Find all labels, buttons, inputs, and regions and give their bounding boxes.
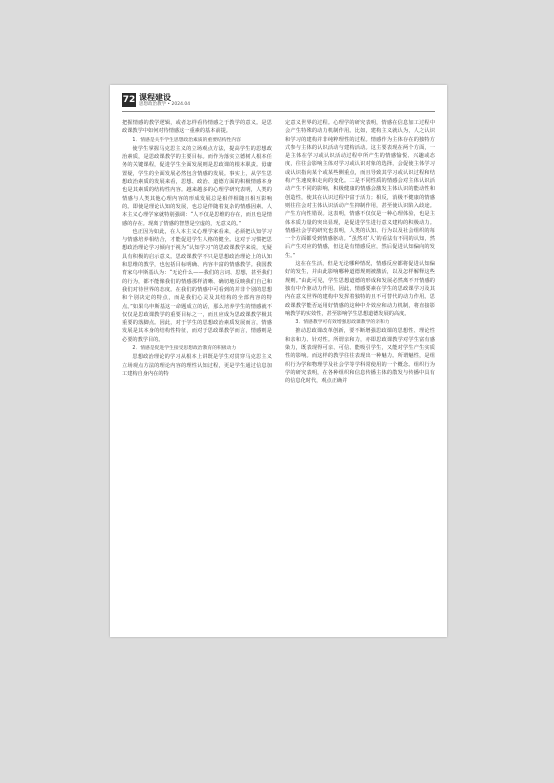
section-heading: 3．情感教学可有效增强思政课教学的亲和力 (295, 320, 390, 326)
page-number: 72 (122, 95, 136, 105)
body-paragraph: 这在在生活，但是无论哪种情况，情感反应都将促进认知偏好的发生，并由此影响哪种道德规则被激活，以及怎样解释这些规则。”由此可见，学生思想道德的形成和发展必然离不开情感的独有中介驱动力作用。因此，情感要素在学生的思政课学习及其内在意义世界的建构中发挥着独特的且不可替代的动力作用。思政课教学能否运用好情感的这种中介效应和动力机制，将直接影响教学的实效性，甚至影响学生思想道德发展的高度。 (285, 261, 435, 317)
left-column (122, 119, 272, 627)
column-name: 课程建设 (139, 93, 171, 102)
body-paragraph: 使学生掌握马克思主义的立场观点方法，提高学生的思想政治素质，是思政课教学的主要目标。而作为落实立德树人根本任务的关键课程，促进学生全面发展则是思政课的根本职责。毋庸置疑，学生的全面发展必然包含情感的发展。事实上，从学生思想政治素质的发展来看，思想、政治、道德方面的积极情感本身也是其素质的结构性内容。越来越多的心理学研究表明，人类的情感与人类其他心理内容的形成发展总是相伴相随且相互影响的。即使是理论认知的发展，也总是伴随着复杂的情感因素。人本主义心理学家就特别强调：“人不仅是思维的存在，而且也是情感的存在。现离了情感的智慧是空虚的，无意义的。” (122, 145, 272, 227)
body-paragraph: 把握情感的教学逻辑，或者怎样看待情感之于教学的意义。是思政课教学中如何对待情感这一重素的基本前提。 (122, 120, 272, 135)
page-header (122, 93, 435, 113)
document-page (110, 85, 447, 637)
header-divider (122, 111, 435, 112)
right-column (285, 119, 435, 627)
journal-info: 思想政治教学 • 2024.04 (139, 102, 191, 107)
section-heading: 2．情感是促进学生接受思想政治教育的积极动力 (132, 346, 237, 352)
body-paragraph: 思想政治理论的学习从根本上讲既是学生对贯穿马克思主义立场观点方法的理论内容的理性认知过程，更是学生通过信息加工建构自身内在的特 (122, 354, 272, 377)
body-paragraph: 定意义世界的过程。心理学的研究表明，情感在信息加工过程中会产生特殊的动力机制作用。比如，建构主义就认为，人之认识和学习的建构并非纯粹理性的过程。情感作为主体存在的独特方式参与主体的认识活动与建构活动。这主要表现在两个方面，一是主体在学习或认识活动过程中所产生的情感愉悦、兴趣或态度，往往会影响主体对学习或认识对象的选择，会促使主体学习或认识指向某个或某些侧重点，而且导致其学习或认识过程和结构产生速度和走向的变化。二是不同性质的情感会对主体认识活动产生不同的影响，积极健康的情感会激发主体认识的能动性和创造性，使其在认识过程中富于活力；相反，消极不健康的情感则往往会对主体认识活动产生抑制作用，甚至使认识陷入歧途。产生方向性错误。这表明，情感不仅仅是一种心理体验，也是主体本质力量的突出显现，是促进学生进行意义建构的积极动力。情感社会学的研究也表明，人类的认知、行为以及社会组织的每一个方面都受到情感驱动。“虽然对‘人’的看法有不同的认知，然后产生对应的情感，但这是有情感反应，然后促进认知偏向的发生。” (285, 120, 435, 259)
body-paragraph: 也正因为如此，在人本主义心理学家看来，必须把认知学习与情感培养相结合，才能促进学生人格的健全。这对于习惯把思想政治理论学习倾向于视为“认知学习”的思政课教学来说，无疑具有积极的启示意义。思政课教学不只是思想政治理论上的认知和思维的教学，也包括目标明确、内容丰富的情感教学。我国教育家乌申斯基认为：“无论什么——我们的言词、思想，甚至我们的行为，都不能像我们的情感那样清晰、确切地反映我们自己和我们对待世界的态度。在我们的情感中可看到的并非个别的思想和个别决定的特点，而是我们心灵及其结构的全部内容的特点。”如果乌申斯基这一命题成立的话，那么培养学生的情感就不仅仅是思政课教学的重要目标之一，而且应成为思政课教学极其重要的落脚点。因此，对于学生的思想政治素质发展而言，情感发展是其本身的结构性特征，而对于思政课教学而言，情感则是必要的教学目的。 (122, 228, 272, 343)
section-heading: 1．情感是关乎学生思想政治素质的重要结构性内容 (132, 137, 241, 143)
body-paragraph: 推动思政课改革创新，要不断增强思政课的思想性、理论性和亲和力、针对性。所谓亲和力，亦即思政课教学对学生富有感染力，既表现得可亲、可信、能吸引学生，又能对学生产生实质性的影响。而这样的教学往往表现出一种魅力。所谓魅性，是组织行为学和物理学及社会学等学科常使用的一个概念。组织行为学的研究表明，在各种组织和信息传播主体的散发与传播中具有的信息化时代，观点正确并 (285, 328, 435, 385)
